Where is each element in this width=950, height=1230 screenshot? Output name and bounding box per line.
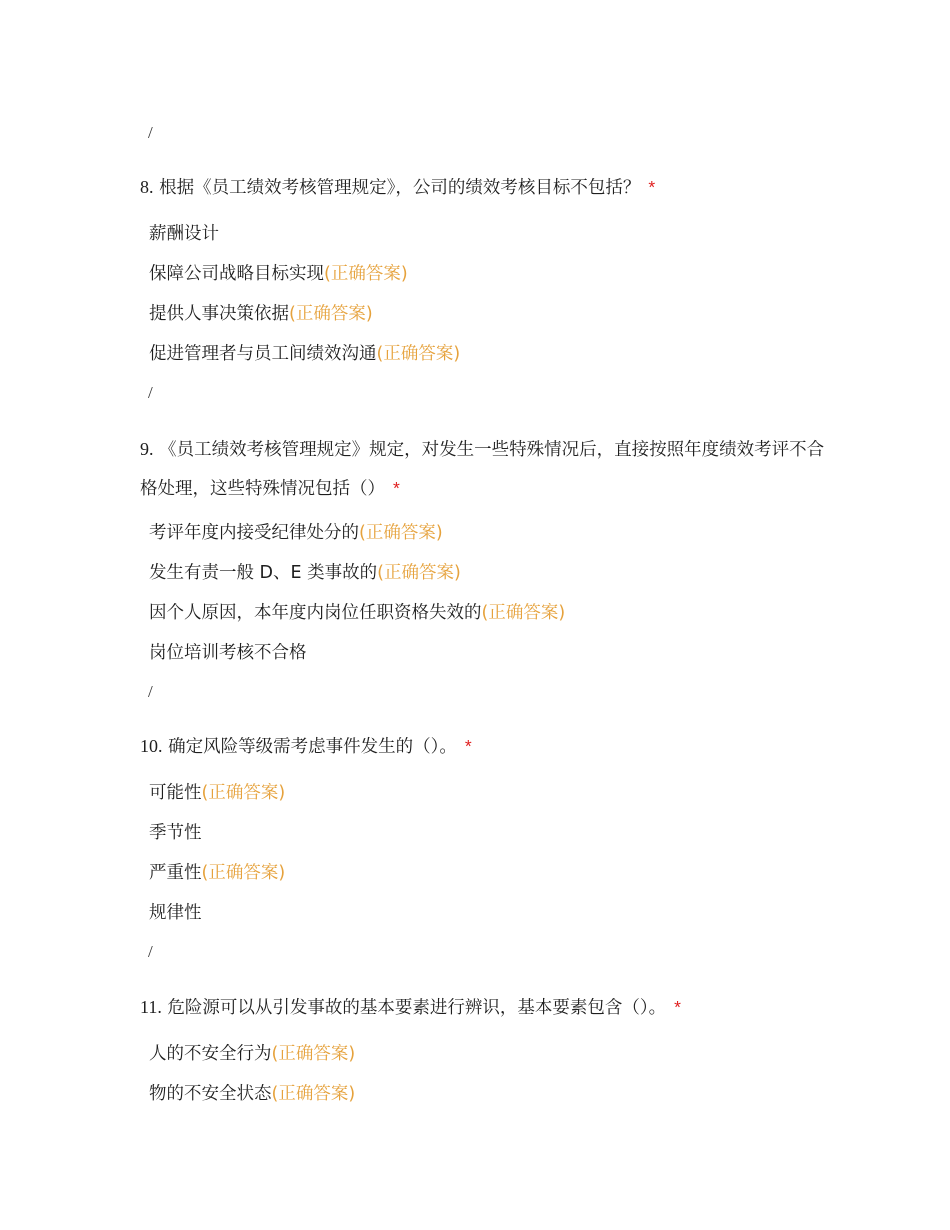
option-text: 发生有责一般 D、E 类事故的 <box>149 563 378 583</box>
option-item <box>149 861 285 885</box>
correct-answer-tag: (正确答案) <box>481 603 566 623</box>
option-text: 物的不安全状态 <box>149 1084 272 1104</box>
option-text: 可能性 <box>149 783 202 803</box>
question-8 <box>140 168 830 207</box>
option-item <box>149 1042 355 1066</box>
separator-slash: / <box>148 123 153 142</box>
correct-answer-tag: (正确答案) <box>271 1044 356 1064</box>
question-11 <box>140 988 830 1027</box>
question-number: 11. <box>140 997 162 1017</box>
option-item <box>149 781 285 805</box>
correct-answer-tag: (正确答案) <box>359 523 443 543</box>
option-text: 薪酬设计 <box>149 224 219 244</box>
question-9 <box>140 430 830 508</box>
question-number: 10. <box>140 736 163 756</box>
separator-slash: / <box>148 682 153 701</box>
question-text: 《员工绩效考核管理规定》规定，对发生一些特殊情况后，直接按照年度绩效考评不合格处理，这些特殊情况包括（） <box>140 440 825 499</box>
option-text: 考评年度内接受纪律处分的 <box>149 523 359 543</box>
option-item <box>149 561 461 585</box>
separator-slash: / <box>148 383 153 402</box>
correct-answer-tag: (正确答案) <box>324 264 408 284</box>
correct-answer-tag: (正确答案) <box>289 304 373 324</box>
correct-answer-tag: (正确答案) <box>377 563 461 583</box>
required-mark: * <box>464 736 472 756</box>
option-text: 保障公司战略目标实现 <box>149 264 324 284</box>
question-number: 9. <box>140 439 154 459</box>
question-number: 8. <box>140 177 154 197</box>
option-text: 岗位培训考核不合格 <box>149 643 307 663</box>
option-text: 人的不安全行为 <box>149 1044 272 1064</box>
option-item <box>149 302 373 326</box>
option-text: 促进管理者与员工间绩效沟通 <box>149 344 377 364</box>
separator-slash: / <box>148 942 153 961</box>
option-item <box>149 521 443 545</box>
option-text: 提供人事决策依据 <box>149 304 289 324</box>
option-item <box>149 1082 355 1106</box>
option-item <box>149 901 202 925</box>
option-text: 因个人原因，本年度内岗位任职资格失效的 <box>149 603 482 623</box>
correct-answer-tag: (正确答案) <box>376 344 461 364</box>
option-text: 季节性 <box>149 823 202 843</box>
correct-answer-tag: (正确答案) <box>201 783 286 803</box>
required-mark: * <box>393 478 400 498</box>
required-mark: * <box>674 997 681 1017</box>
option-item <box>149 262 408 286</box>
correct-answer-tag: (正确答案) <box>201 863 286 883</box>
option-text: 规律性 <box>149 903 202 923</box>
option-item <box>149 601 565 625</box>
option-item <box>149 222 219 246</box>
question-10 <box>140 727 830 766</box>
option-item <box>149 342 460 366</box>
question-text: 危险源可以从引发事故的基本要素进行辨识，基本要素包含（）。 <box>167 998 667 1018</box>
option-item <box>149 641 307 665</box>
correct-answer-tag: (正确答案) <box>271 1084 356 1104</box>
question-text: 根据《员工绩效考核管理规定》，公司的绩效考核目标不包括？ <box>159 178 641 198</box>
option-text: 严重性 <box>149 863 202 883</box>
required-mark: * <box>648 177 656 197</box>
question-text: 确定风险等级需考虑事件发生的（）。 <box>168 737 457 757</box>
option-item <box>149 821 202 845</box>
